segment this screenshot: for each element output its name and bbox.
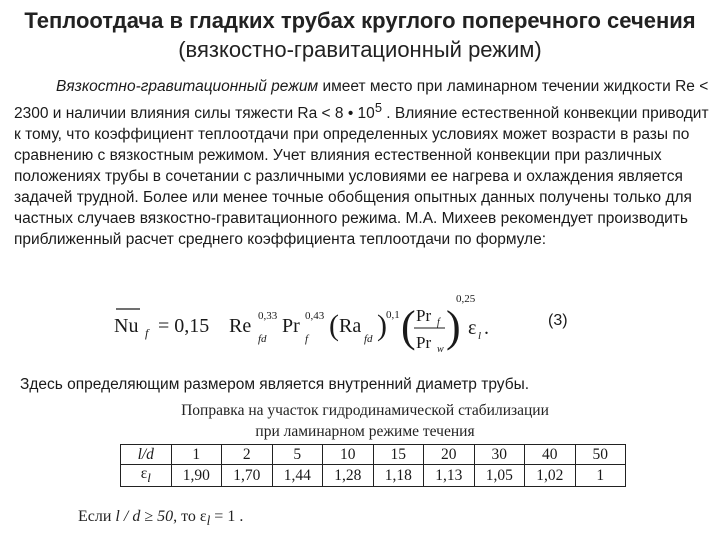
- big-exponent: 0,25: [456, 293, 476, 305]
- ra-subscript: fd: [364, 333, 373, 345]
- note-value: = 1 .: [214, 508, 244, 525]
- table-cell: 40: [525, 445, 576, 465]
- heat-transfer-formula: [112, 292, 512, 362]
- title-subtitle: (вязкостно-гравитационный режим): [178, 37, 542, 62]
- table-cell: 1: [171, 445, 222, 465]
- left-paren-big: (: [401, 302, 416, 351]
- table-cell: 2: [222, 445, 273, 465]
- table-row: [121, 445, 626, 465]
- pr-num: Pr: [416, 306, 432, 325]
- table-row: [121, 465, 626, 487]
- description-paragraph: [14, 76, 714, 250]
- formula-period: .: [484, 317, 489, 339]
- limit-condition-note: [78, 508, 243, 529]
- table-cell: 50: [575, 445, 626, 465]
- table-cell: 15: [373, 445, 424, 465]
- note-epsilon: ε: [199, 508, 207, 525]
- table-cell: 1,90: [171, 465, 222, 487]
- ra-symbol: Ra: [339, 315, 362, 337]
- table-caption-line-2: при ламинарном режиме течения: [255, 423, 475, 440]
- table-cell: 1,05: [474, 465, 525, 487]
- re-subscript: fd: [258, 333, 267, 345]
- row-header-ld: l/d: [121, 445, 172, 465]
- pr-den: Pr: [416, 333, 432, 352]
- lead-term: Вязкостно-гравитационный режим: [56, 78, 319, 95]
- right-paren-ra: ): [377, 309, 387, 342]
- table-cell: 10: [323, 445, 374, 465]
- table-cell: 30: [474, 445, 525, 465]
- table-cell: 1,44: [272, 465, 323, 487]
- row-header-epsilon: [121, 465, 172, 487]
- ra-exponent: 0,1: [386, 309, 400, 321]
- epsilon-sub: l: [147, 470, 151, 486]
- paragraph-text-2: . Влияние естественной конвекции приводит к тому, что коэффициент теплоотдачи при определенных условиях может возрасти в разы по сравнению с вязкостным режимом. Учет влияния естественной конвекции при различных положениях трубы в сочетании с различными условиями ее нагрева и охлаждения является задачей трудной. Более или менее точные обобщения опытных данных получены только для частных случаев вязкостно-гравитационного режима. М.А. Михеев рекомендует производить приближенный расчет среднего коэффициента теплоотдачи по формуле:: [14, 105, 709, 249]
- note-then: , то: [173, 508, 196, 525]
- note-epsilon-sub: l: [206, 513, 211, 529]
- power-exponent: 5: [374, 100, 382, 115]
- paragraph-text-1: имеет место при ламинарном течении жидкости Re < 2300 и наличии влияния силы тяжести Ra < 8 • 10: [14, 78, 709, 123]
- re-symbol: Re: [229, 315, 252, 337]
- equation-number: (3): [548, 312, 568, 329]
- table-cell: 1,13: [424, 465, 475, 487]
- nu-subscript: f: [145, 326, 149, 340]
- pr-exponent: 0,43: [305, 310, 325, 322]
- table-caption-line-1: Поправка на участок гидродинамической стабилизации: [181, 402, 549, 419]
- table-cell: 1: [575, 465, 626, 487]
- right-paren-big: ): [446, 302, 461, 351]
- table-cell: 1,18: [373, 465, 424, 487]
- pr-symbol: Pr: [282, 315, 300, 337]
- pr-subscript: f: [305, 333, 309, 345]
- page-title: [20, 6, 700, 64]
- note-if: Если: [78, 508, 112, 525]
- table-cell: 1,02: [525, 465, 576, 487]
- defining-size-text: Здесь определяющим размером является внутренний диаметр трубы.: [20, 376, 530, 393]
- table-cell: 5: [272, 445, 323, 465]
- table-cell: 1,28: [323, 465, 374, 487]
- note-condition: l / d ≥ 50: [115, 508, 174, 525]
- epsilon-subscript: l: [478, 330, 482, 342]
- epsilon-main: ε: [140, 465, 148, 482]
- correction-table: [120, 444, 626, 487]
- pr-num-subscript: f: [437, 317, 440, 328]
- nu-symbol: Nu: [114, 315, 139, 337]
- pr-den-subscript: w: [437, 344, 444, 355]
- table-cell: 1,70: [222, 465, 273, 487]
- epsilon-symbol: ε: [468, 317, 477, 339]
- title-bold: Теплоотдача в гладких трубах круглого поперечного сечения: [24, 8, 696, 33]
- table-cell: 20: [424, 445, 475, 465]
- left-paren-ra: (: [329, 309, 339, 342]
- formula-coefficient: = 0,15: [158, 315, 210, 337]
- re-exponent: 0,33: [258, 310, 278, 322]
